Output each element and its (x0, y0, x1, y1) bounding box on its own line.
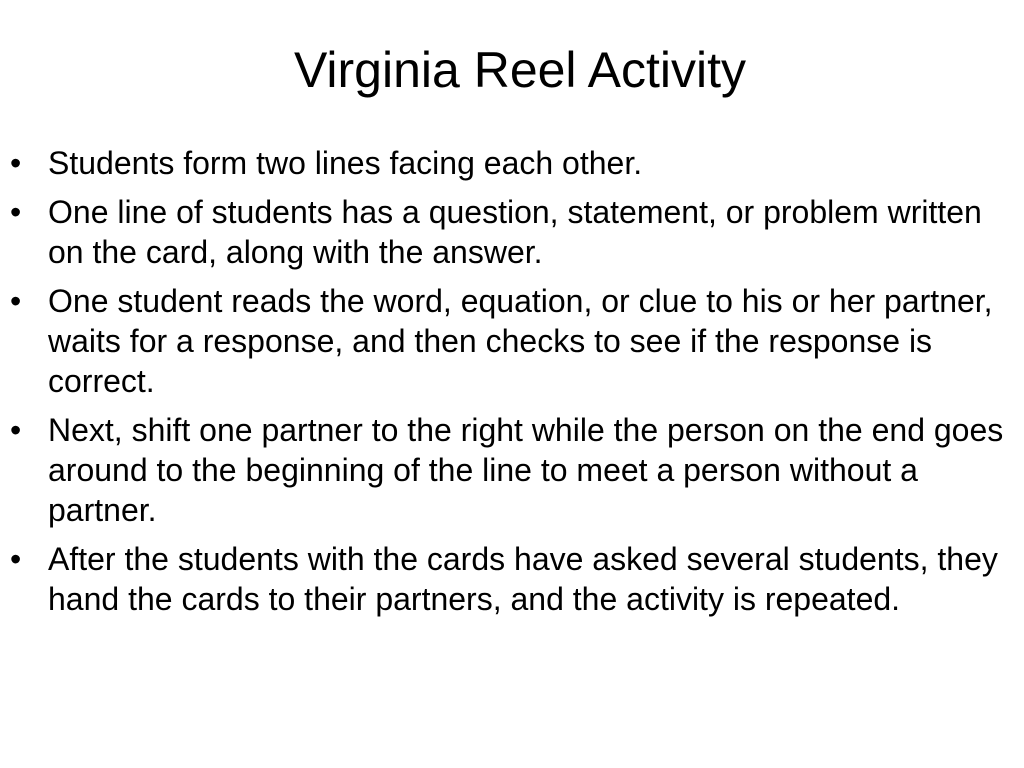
bullet-text: Students form two lines facing each other. (48, 145, 643, 181)
bullet-text: One line of students has a question, statement, or problem written on the card, along with the answer. (48, 194, 982, 270)
bullet-item (10, 410, 1020, 530)
bullet-item (10, 281, 1020, 401)
bullet-icon: • (10, 145, 22, 181)
bullet-icon: • (10, 412, 22, 448)
bullet-icon: • (10, 541, 22, 577)
bullet-item (10, 143, 1020, 183)
bullet-text: After the students with the cards have asked several students, they hand the cards to their partners, and the activity is repeated. (48, 541, 998, 617)
slide-title: Virginia Reel Activity (293, 42, 747, 98)
bullet-list (10, 143, 1020, 628)
bullet-item (10, 539, 1020, 619)
bullet-icon: • (10, 194, 22, 230)
bullet-text: One student reads the word, equation, or clue to his or her partner, waits for a response, and then checks to see if the response is correct. (48, 283, 993, 399)
bullet-icon: • (10, 283, 22, 319)
bullet-item (10, 192, 1020, 272)
bullet-text: Next, shift one partner to the right while the person on the end goes around to the beginning of the line to meet a person without a partner. (48, 412, 1004, 528)
